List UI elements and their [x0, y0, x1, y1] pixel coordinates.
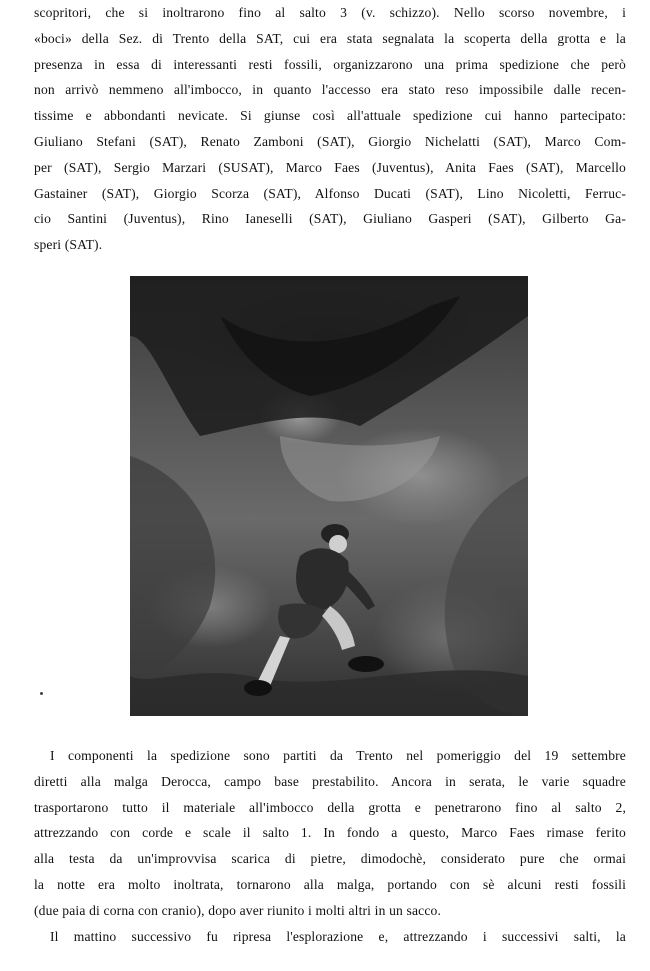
text-line: cio Santini (Juventus), Rino Ianeselli (SAT), Giuliano Gasperi (SAT), Gilberto Ga- [34, 211, 626, 227]
text-line: per (SAT), Sergio Marzari (SUSAT), Marco Faes (Juventus), Anita Faes (SAT), Marcello [34, 159, 626, 175]
text-line: alla testa da un'improvvisa scarica di pietre, dimodochè, considerato pure che ormai [34, 851, 626, 867]
text-line: diretti alla malga Derocca, campo base prestabilito. Ancora in serata, le varie squadre [34, 773, 626, 789]
climber-figure [244, 524, 384, 696]
text-line: Giuliano Stefani (SAT), Renato Zamboni (SAT), Giorgio Nichelatti (SAT), Marco Com- [34, 133, 626, 149]
text-line: (due paia di corna con cranio), dopo aver riunito i molti altri in un sacco. [34, 902, 441, 918]
text-line: scopritori, che si inoltrarono fino al salto 3 (v. schizzo). Nello scorso novembre, i [34, 5, 626, 20]
text-line: attrezzando con corde e scale il salto 1. In fondo a questo, Marco Faes rimase ferito [34, 825, 626, 841]
paragraph-expedition [34, 743, 626, 949]
text-line: speri (SAT). [34, 237, 103, 253]
scan-speck [40, 692, 43, 695]
cave-photo-illustration [130, 276, 528, 716]
text-line: Il mattino successivo fu ripresa l'esplorazione e, attrezzando i successivi salti, la [50, 928, 626, 944]
text-line: non arrivò nemmeno all'imbocco, in quanto l'accesso era stato reso impossibile dalle recen- [34, 82, 626, 98]
text-line: la notte era molto inoltrata, tornarono alla malga, portando con sè alcuni resti fossili [34, 876, 626, 892]
text-line: presenza in essa di interessanti resti fossili, organizzarono una prima spedizione che però [34, 56, 626, 72]
text-line: tissime e abbondanti nevicate. Si giunse così all'attuale spedizione cui hanno partecipato: [34, 108, 626, 124]
cave-photograph [130, 276, 528, 716]
text-line: trasportarono tutto il materiale all'imbocco della grotta e penetrarono fino al salto 2, [34, 799, 626, 815]
text-line: Gastainer (SAT), Giorgio Scorza (SAT), Alfonso Ducati (SAT), Lino Nicoletti, Ferruc- [34, 185, 626, 201]
paragraph-participants [34, 0, 626, 258]
text-line: «boci» della Sez. di Trento della SAT, cui era stata segnalata la scoperta della grotta e la [34, 30, 626, 46]
text-line: I componenti la spedizione sono partiti da Trento nel pomeriggio del 19 settembre [50, 748, 626, 763]
